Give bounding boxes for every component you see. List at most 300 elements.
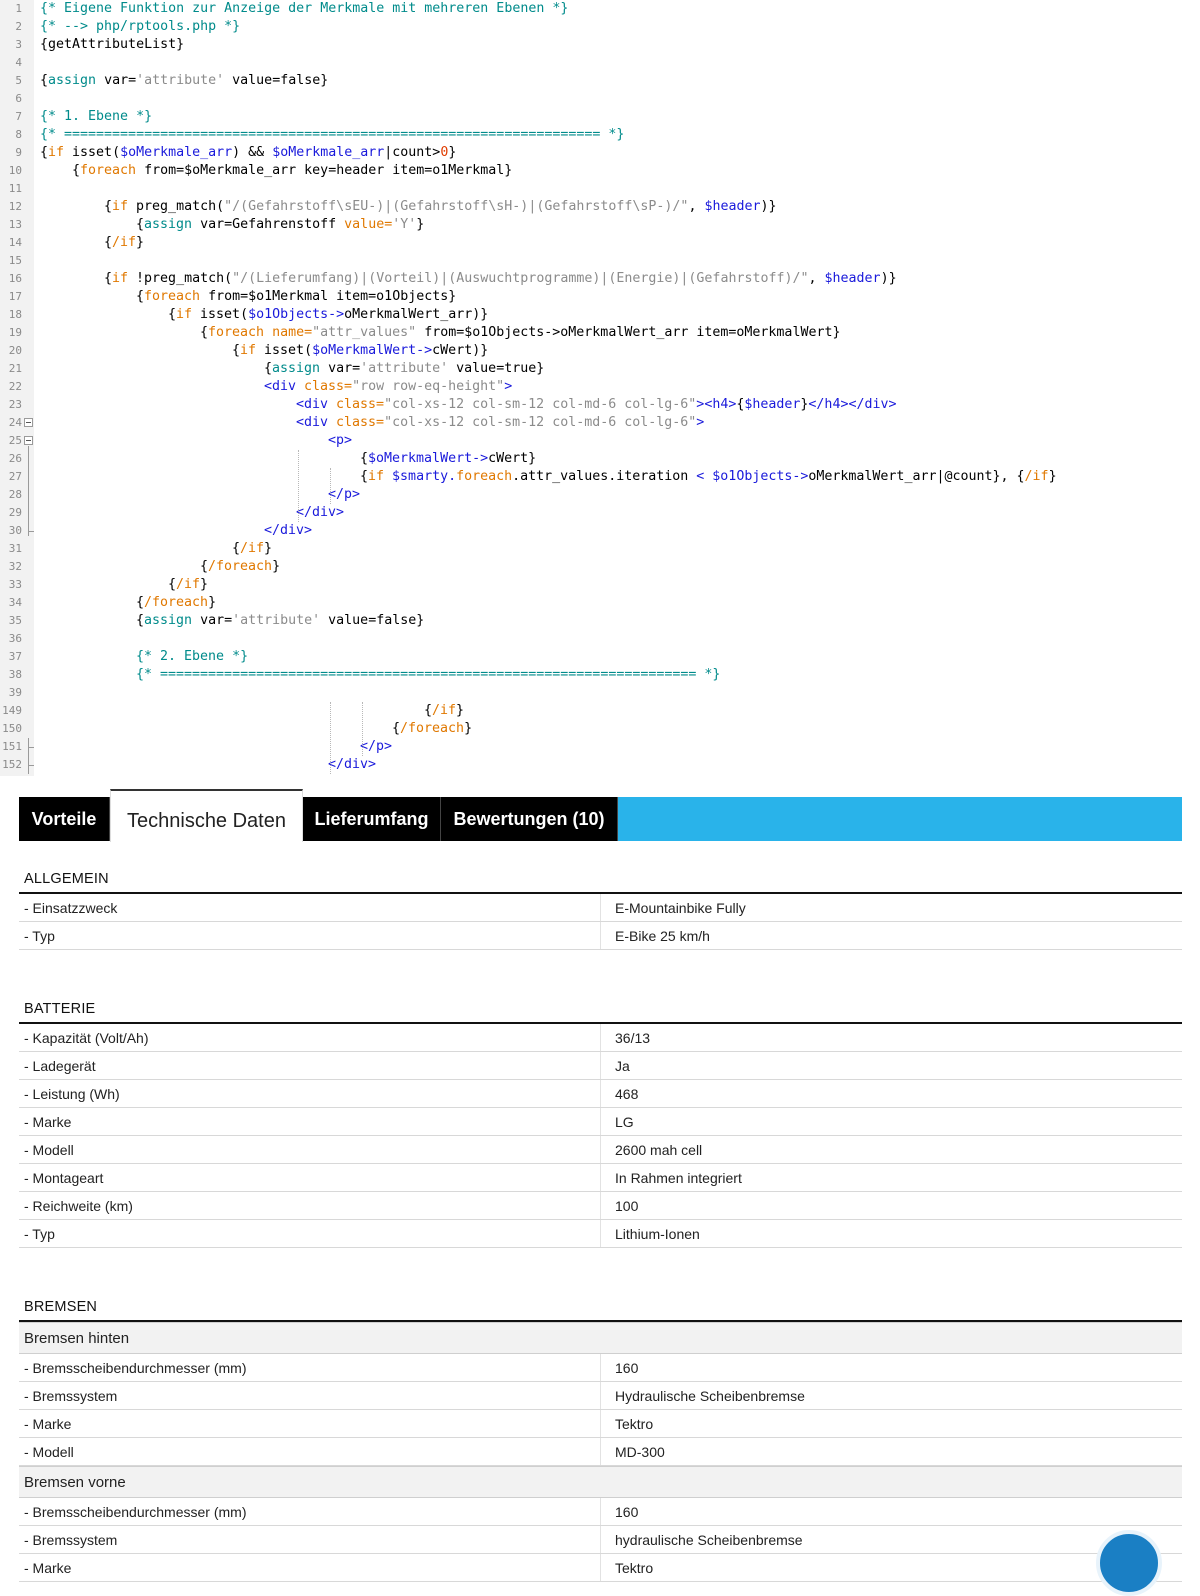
code-text: [104, 234, 144, 252]
code-text: [136, 288, 456, 306]
code-token: /foreach: [144, 595, 209, 610]
line-number: 30: [8, 524, 22, 537]
code-line: [0, 90, 1200, 108]
code-token: }: [800, 397, 809, 412]
code-token: {: [264, 361, 273, 376]
line-number: 4: [15, 56, 22, 69]
code-line: [0, 198, 1200, 216]
spec-label: - Modell: [24, 1444, 74, 1460]
spec-label: - Marke: [24, 1560, 72, 1576]
code-token: foreach: [144, 289, 201, 304]
scroll-to-top-icon[interactable]: [1096, 1530, 1162, 1596]
code-line: [0, 486, 1200, 504]
code-line: [0, 648, 1200, 666]
code-text: [40, 144, 456, 162]
line-number: 27: [8, 470, 22, 483]
column-divider: [600, 1024, 601, 1051]
code-token: <div: [296, 397, 337, 412]
spec-label: - Modell: [24, 1142, 74, 1158]
code-token: }: [1048, 469, 1057, 484]
line-number: 35: [8, 614, 22, 627]
code-token: /if: [240, 541, 265, 556]
spec-row: [19, 1052, 1182, 1080]
spec-row: [19, 1192, 1182, 1220]
code-token: {: [200, 559, 209, 574]
code-token: foreach: [208, 325, 265, 340]
code-token: {: [232, 541, 241, 556]
line-number: 31: [8, 542, 22, 555]
fold-toggle-icon[interactable]: [24, 418, 33, 427]
line-number: 15: [8, 254, 22, 267]
spec-label: - Reichweite (km): [24, 1198, 133, 1214]
tab-lieferumfang[interactable]: Lieferumfang: [303, 797, 441, 841]
line-number: 6: [15, 92, 22, 105]
code-token: isset(: [192, 307, 249, 322]
code-token: foreach: [80, 163, 137, 178]
spec-row: [19, 1410, 1182, 1438]
code-text: [232, 540, 272, 558]
indent-guide: [330, 468, 331, 504]
indent-guide: [330, 702, 331, 774]
line-number: 16: [8, 272, 22, 285]
line-number: 34: [8, 596, 22, 609]
code-text: [328, 432, 352, 450]
code-token: </div>: [328, 757, 377, 772]
spec-value: Lithium-Ionen: [615, 1226, 700, 1242]
code-token: ,: [688, 199, 705, 214]
code-token: $smarty.: [392, 469, 457, 484]
code-token: {* --> php/rptools.php *}: [40, 19, 241, 34]
spec-row: [19, 1220, 1182, 1248]
code-token: {: [168, 577, 177, 592]
code-text: [40, 0, 568, 18]
line-number: 17: [8, 290, 22, 303]
code-text: [104, 198, 777, 216]
code-text: [136, 594, 216, 612]
code-line: [0, 684, 1200, 702]
spec-label: - Bremssystem: [24, 1532, 118, 1548]
code-token: $oMerkmalWert->: [312, 343, 433, 358]
spec-label: - Bremsscheibendurchmesser (mm): [24, 1360, 247, 1376]
code-text: [168, 576, 208, 594]
code-token: assign: [144, 613, 193, 628]
column-divider: [600, 1410, 601, 1437]
code-token: value=false}: [320, 613, 425, 628]
spec-value: Hydraulische Scheibenbremse: [615, 1388, 805, 1404]
code-line: [0, 18, 1200, 36]
code-token: {: [104, 271, 113, 286]
section-header: [19, 860, 1182, 894]
code-token: >: [696, 415, 705, 430]
code-token: class=: [304, 379, 353, 394]
spec-row: [19, 922, 1182, 950]
code-token: if: [48, 145, 65, 160]
code-token: /if: [112, 235, 137, 250]
column-divider: [600, 1220, 601, 1247]
code-line: [0, 720, 1200, 738]
code-token: $header: [704, 199, 761, 214]
code-token: {getAttributeList}: [40, 37, 185, 52]
code-token: {: [200, 325, 209, 340]
spec-row: [19, 1354, 1182, 1382]
code-token: 'attribute': [136, 73, 225, 88]
spec-value: Tektro: [615, 1560, 654, 1576]
code-token: </div>: [264, 523, 313, 538]
code-token: class=: [336, 415, 385, 430]
code-token: )}: [760, 199, 777, 214]
code-token: isset(: [256, 343, 313, 358]
code-line: [0, 144, 1200, 162]
spec-value: 36/13: [615, 1030, 651, 1046]
tab-bewertungen[interactable]: Bewertungen (10): [441, 797, 618, 841]
code-token: $oMerkmale_arr: [272, 145, 385, 160]
code-token: }: [416, 217, 425, 232]
code-line: [0, 162, 1200, 180]
code-line: [0, 702, 1200, 720]
code-token: name=: [272, 325, 313, 340]
fold-guide: [28, 446, 29, 536]
code-text: [40, 126, 624, 144]
spec-value: 2600 mah cell: [615, 1142, 703, 1158]
fold-end: [28, 747, 34, 748]
code-text: [40, 18, 240, 36]
column-divider: [600, 922, 601, 949]
code-text: [40, 36, 184, 54]
code-line: [0, 450, 1200, 468]
line-number: 23: [8, 398, 22, 411]
line-number: 22: [8, 380, 22, 393]
code-token: /if: [1024, 469, 1049, 484]
column-divider: [600, 1354, 601, 1381]
code-token: {: [360, 451, 369, 466]
code-text: [232, 342, 488, 360]
code-line: [0, 666, 1200, 684]
code-text: [296, 414, 704, 432]
spec-value: E-Mountainbike Fully: [615, 900, 746, 916]
line-number: 149: [2, 704, 22, 717]
code-line: [0, 180, 1200, 198]
code-token: var=: [320, 361, 361, 376]
spec-value: LG: [615, 1114, 634, 1130]
spec-label: - Montageart: [24, 1170, 104, 1186]
spec-row: [19, 1498, 1182, 1526]
section-header: [19, 1288, 1182, 1322]
line-number: 14: [8, 236, 22, 249]
code-line: [0, 306, 1200, 324]
code-token: var=: [192, 613, 233, 628]
code-token: }: [272, 559, 281, 574]
code-token: {* =================================================================== *}: [136, 667, 721, 682]
line-number: 11: [8, 182, 22, 195]
code-line: [0, 360, 1200, 378]
code-token: isset(: [64, 145, 121, 160]
code-token: {* Eigene Funktion zur Anzeige der Merkmale mit mehreren Ebenen *}: [40, 1, 569, 16]
spec-label: - Ladegerät: [24, 1058, 96, 1074]
code-token: 0: [440, 145, 449, 160]
spec-row: [19, 1024, 1182, 1052]
code-text: [328, 756, 376, 774]
line-number: 2: [15, 20, 22, 33]
fold-end: [28, 765, 34, 766]
spec-row: [19, 894, 1182, 922]
line-number: 152: [2, 758, 22, 771]
code-text: [40, 108, 152, 126]
spec-value: 468: [615, 1086, 639, 1102]
spec-value: In Rahmen integriert: [615, 1170, 742, 1186]
code-token: if: [240, 343, 257, 358]
fold-guide: [28, 738, 29, 774]
code-text: [200, 558, 280, 576]
code-token: /foreach: [400, 721, 465, 736]
code-text: [264, 522, 312, 540]
code-token: </p>: [360, 739, 393, 754]
code-text: [72, 162, 512, 180]
code-token: if: [176, 307, 193, 322]
column-divider: [600, 1382, 601, 1409]
code-token: $o1Objects->: [712, 469, 809, 484]
code-token: class=: [336, 397, 385, 412]
line-number: 10: [8, 164, 22, 177]
line-number: 20: [8, 344, 22, 357]
column-divider: [600, 1554, 601, 1581]
code-token: {: [136, 613, 145, 628]
column-divider: [600, 1164, 601, 1191]
code-text: [136, 666, 720, 684]
line-number: 26: [8, 452, 22, 465]
code-token: if: [112, 199, 129, 214]
code-token: {* 1. Ebene *}: [40, 109, 153, 124]
line-number: 8: [15, 128, 22, 141]
code-text: [104, 270, 897, 288]
line-number: 25: [8, 434, 22, 447]
code-token: }: [136, 235, 145, 250]
spec-value: MD-300: [615, 1444, 665, 1460]
line-number: 28: [8, 488, 22, 501]
line-number: 18: [8, 308, 22, 321]
code-line: [0, 288, 1200, 306]
indent-guide: [298, 450, 299, 522]
spec-label: - Typ: [24, 1226, 55, 1242]
code-token: value=false}: [224, 73, 329, 88]
column-divider: [600, 1498, 601, 1525]
column-divider: [600, 1136, 601, 1163]
code-line: [0, 216, 1200, 234]
line-number: 150: [2, 722, 22, 735]
code-token: "col-xs-12 col-sm-12 col-md-6 col-lg-6": [384, 415, 697, 430]
code-line: [0, 612, 1200, 630]
spec-label: - Typ: [24, 928, 55, 944]
column-divider: [600, 1108, 601, 1135]
code-text: [40, 72, 328, 90]
spec-label: - Marke: [24, 1416, 72, 1432]
code-editor[interactable]: [0, 0, 1200, 776]
code-text: [136, 216, 424, 234]
spec-value: Ja: [615, 1058, 630, 1074]
column-divider: [600, 1080, 601, 1107]
code-token: value=: [344, 217, 393, 232]
line-number: 19: [8, 326, 22, 339]
product-tabs: [19, 797, 1182, 841]
subgroup-title: Bremsen vorne: [24, 1474, 126, 1491]
code-text: [200, 324, 840, 342]
code-token: {* =================================================================== *}: [40, 127, 625, 142]
line-number: 3: [15, 38, 22, 51]
code-token: {: [736, 397, 745, 412]
code-text: [392, 720, 472, 738]
spec-label: - Bremssystem: [24, 1388, 118, 1404]
code-token: >: [696, 397, 705, 412]
code-line: [0, 126, 1200, 144]
line-number: 21: [8, 362, 22, 375]
fold-end: [28, 531, 34, 532]
code-token: !preg_match(: [128, 271, 233, 286]
line-number: 1: [15, 2, 22, 15]
code-token: /if: [176, 577, 201, 592]
code-token: {: [104, 235, 113, 250]
code-text: [136, 612, 424, 630]
code-token: "/(Lieferumfang)|(Vorteil)|(Auswuchtprogramme)|(Energie)|(Gefahrstoff)/": [232, 271, 809, 286]
spec-value: hydraulische Scheibenbremse: [615, 1532, 803, 1548]
line-number: 37: [8, 650, 22, 663]
line-number: 33: [8, 578, 22, 591]
subgroup-title: Bremsen hinten: [24, 1330, 130, 1347]
code-token: </h4></div>: [808, 397, 897, 412]
spec-row: [19, 1080, 1182, 1108]
code-token: value=true}: [448, 361, 545, 376]
spec-row: [19, 1382, 1182, 1410]
line-number: 32: [8, 560, 22, 573]
code-token: </p>: [328, 487, 361, 502]
spec-value: 160: [615, 1360, 639, 1376]
subgroup-header: [19, 1466, 1182, 1498]
code-token: |count>: [384, 145, 441, 160]
code-token: "col-xs-12 col-sm-12 col-md-6 col-lg-6": [384, 397, 697, 412]
code-token: }: [264, 541, 273, 556]
code-line: [0, 432, 1200, 450]
code-token: cWert}: [488, 451, 537, 466]
code-line: [0, 396, 1200, 414]
code-token: $header: [824, 271, 881, 286]
code-token: }: [200, 577, 209, 592]
code-token: oMerkmalWert_arr)}: [344, 307, 489, 322]
code-line: [0, 594, 1200, 612]
code-line: [0, 72, 1200, 90]
code-token: "row row-eq-height": [352, 379, 505, 394]
code-token: [264, 325, 272, 340]
code-line: [0, 0, 1200, 18]
code-token: $oMerkmalWert->: [368, 451, 489, 466]
code-token: cWert)}: [432, 343, 489, 358]
spec-value: E-Bike 25 km/h: [615, 928, 710, 944]
line-number: 13: [8, 218, 22, 231]
code-token: {: [40, 73, 49, 88]
code-text: [360, 468, 1057, 486]
code-token: ,: [808, 271, 825, 286]
code-token: )}: [880, 271, 897, 286]
code-text: [264, 360, 544, 378]
line-number: 38: [8, 668, 22, 681]
code-token: /foreach: [208, 559, 273, 574]
spec-label: - Kapazität (Volt/Ah): [24, 1030, 149, 1046]
fold-toggle-icon[interactable]: [24, 436, 33, 445]
spec-value: Tektro: [615, 1416, 654, 1432]
code-token: {: [392, 721, 401, 736]
code-line: [0, 468, 1200, 486]
code-token: {: [136, 217, 145, 232]
tab-vorteile[interactable]: Vorteile: [19, 797, 110, 841]
code-token: assign: [144, 217, 193, 232]
code-token: $o1Objects->: [248, 307, 345, 322]
code-line: [0, 378, 1200, 396]
code-token: }: [208, 595, 217, 610]
code-line: [0, 324, 1200, 342]
code-line: [0, 342, 1200, 360]
code-line: [0, 108, 1200, 126]
subgroup-header: [19, 1322, 1182, 1354]
code-token: .attr_values.iteration: [512, 469, 697, 484]
code-token: {: [136, 595, 145, 610]
code-line: [0, 522, 1200, 540]
section-title: BREMSEN: [24, 1299, 98, 1315]
column-divider: [600, 894, 601, 921]
line-number: 39: [8, 686, 22, 699]
code-token: }: [448, 145, 457, 160]
code-token: }: [464, 721, 473, 736]
code-line: [0, 756, 1200, 774]
line-number: 24: [8, 416, 22, 429]
section-title: ALLGEMEIN: [24, 871, 109, 887]
code-token: <div: [264, 379, 305, 394]
column-divider: [600, 1192, 601, 1219]
code-token: assign: [48, 73, 97, 88]
code-token: {: [40, 145, 49, 160]
spec-row: [19, 1108, 1182, 1136]
code-line: [0, 234, 1200, 252]
code-token: 'attribute': [232, 613, 321, 628]
spec-row: [19, 1164, 1182, 1192]
code-text: [136, 648, 248, 666]
code-token: {: [136, 289, 145, 304]
code-token: preg_match(: [128, 199, 225, 214]
code-token: {: [72, 163, 81, 178]
spec-value: 100: [615, 1198, 639, 1214]
tab-technische-daten[interactable]: Technische Daten: [110, 789, 303, 842]
column-divider: [600, 1526, 601, 1553]
code-token: assign: [272, 361, 321, 376]
section-header: [19, 990, 1182, 1024]
code-token: <p>: [328, 433, 353, 448]
code-token: 'attribute': [360, 361, 449, 376]
code-token: {: [424, 703, 433, 718]
indent-guide: [362, 702, 363, 756]
code-token: if: [368, 469, 385, 484]
line-number: 9: [15, 146, 22, 159]
code-token: {: [232, 343, 241, 358]
spec-value: 160: [615, 1504, 639, 1520]
code-line: [0, 630, 1200, 648]
code-line: [0, 54, 1200, 72]
code-text: [296, 504, 344, 522]
code-line: [0, 504, 1200, 522]
column-divider: [600, 1052, 601, 1079]
line-number: 151: [2, 740, 22, 753]
code-text: [296, 396, 896, 414]
code-token: {: [360, 469, 369, 484]
code-token: "attr_values": [312, 325, 417, 340]
code-line: [0, 540, 1200, 558]
spec-row: [19, 1554, 1182, 1582]
code-token: from=$oMerkmale_arr key=header item=o1Merkmal}: [136, 163, 513, 178]
